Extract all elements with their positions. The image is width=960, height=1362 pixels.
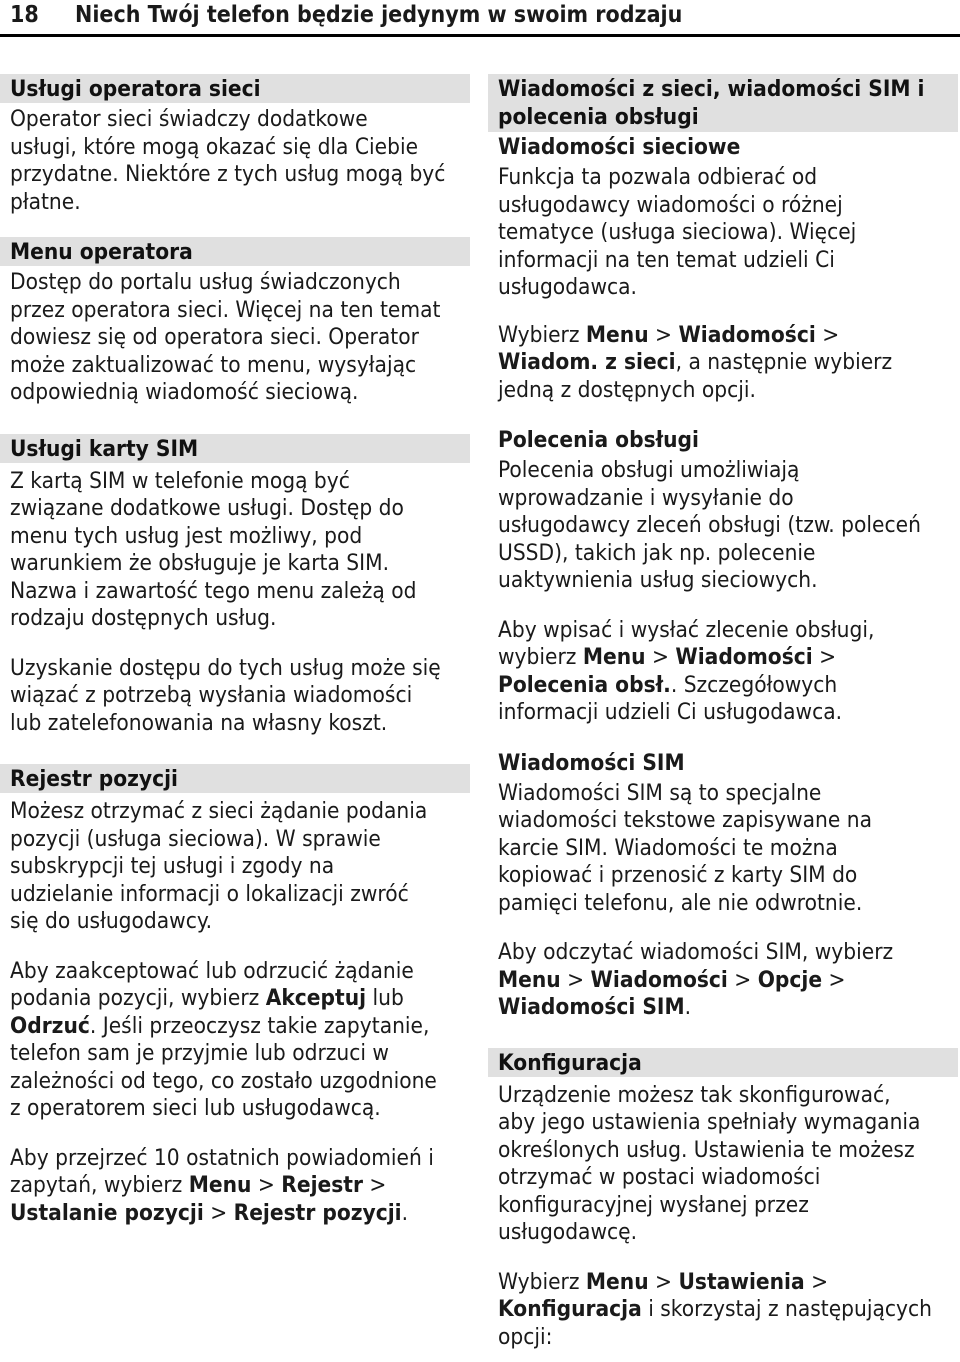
text-run: . — [684, 994, 692, 1020]
section-heading-operator-services: Usługi operatora sieci — [0, 74, 470, 103]
text-line: przydatne. Niektóre z tych usług mogą być — [10, 161, 446, 187]
text-run: . Szczegółowych — [670, 671, 838, 698]
text-line: wiązać z potrzebą wysłania wiadomości — [10, 682, 413, 708]
text-run: zapytań, wybierz — [10, 1172, 189, 1198]
text-line: usługi, które mogą okazać się dla Ciebie — [10, 133, 419, 160]
text-line: usługodawcy zleceń obsługi (tzw. poleceń — [498, 512, 921, 538]
text-line: Funkcja ta pozwala odbierać od — [498, 164, 818, 190]
text-line: Możesz otrzymać z sieci żądanie podania — [10, 798, 428, 824]
path-separator: > — [362, 1172, 387, 1198]
text-line: lub zatelefonowania na własny koszt. — [10, 709, 388, 736]
text-line: opcji: — [498, 1323, 553, 1350]
text-line: odpowiednią wiadomość sieciową. — [10, 379, 359, 405]
operator-services-paragraph — [0, 106, 470, 216]
path-separator: > — [645, 644, 676, 670]
menu-path-menu: Menu — [582, 644, 646, 670]
text-line: się do usługodawcy. — [10, 908, 213, 934]
text-line — [498, 1269, 958, 1297]
text-line: Operator sieci świadczy dodatkowe — [10, 106, 368, 132]
service-commands-path-paragraph — [488, 617, 958, 727]
right-column — [488, 74, 958, 1351]
text-run: lub — [366, 985, 404, 1011]
header-rule — [0, 34, 960, 37]
text-line — [10, 1172, 470, 1200]
operator-menu-paragraph — [0, 269, 470, 407]
text-line: subskrypcji tej usługi i zgody na — [10, 853, 335, 879]
text-line: jedną z dostępnych opcji. — [498, 376, 756, 403]
path-separator: > — [203, 1199, 234, 1226]
text-line: Urządzenie możesz tak skonfigurować, — [498, 1081, 891, 1108]
path-separator: > — [727, 966, 758, 993]
text-line — [498, 349, 958, 377]
configuration-paragraph — [488, 1082, 958, 1247]
menu-path-configuration: Konfiguracja — [498, 1296, 642, 1322]
section-heading-sim-services: Usługi karty SIM — [0, 434, 470, 463]
path-separator: > — [648, 1268, 679, 1295]
text-line: udzielanie informacji o lokalizacji zwróć — [10, 880, 409, 907]
text-run: Wybierz — [498, 321, 586, 348]
subheading-service-commands: Polecenia obsługi — [498, 427, 699, 453]
text-line: telefon sam je przyjmie lub odrzuci w — [10, 1040, 389, 1066]
text-line: pamięci telefonu, ale nie odwrotnie. — [498, 889, 863, 916]
text-line: karcie SIM. Wiadomości te można — [498, 834, 838, 861]
text-run: i skorzystaj z następujących — [641, 1296, 932, 1322]
text-line: Polecenia obsługi umożliwiają — [498, 457, 800, 483]
sim-services-paragraph — [0, 468, 470, 633]
text-line: kopiować i przenosić z karty SIM do — [498, 862, 858, 888]
text-line: może zaktualizować to menu, wysyłając — [10, 351, 417, 378]
section-heading-operator-menu: Menu operatora — [0, 237, 470, 266]
text-line — [498, 644, 958, 672]
network-messages-paragraph — [488, 164, 958, 302]
text-line: informacji na ten temat udzieli Ci — [498, 246, 835, 273]
text-run: wybierz — [498, 644, 583, 670]
text-line: pozycji (usługa sieciowa). W sprawie — [10, 825, 381, 852]
text-line — [10, 1013, 470, 1041]
text-line — [498, 967, 958, 995]
text-run: podania pozycji, wybierz — [10, 985, 266, 1011]
left-column — [0, 74, 470, 1227]
text-line: warunkiem że obsługuje je karta SIM. — [10, 550, 389, 576]
page-number: 18 — [10, 2, 39, 28]
text-line — [498, 994, 958, 1022]
menu-path-menu: Menu — [498, 966, 561, 993]
menu-path-positioning: Ustalanie pozycji — [10, 1199, 204, 1226]
location-log-paragraph — [0, 798, 470, 936]
path-separator: > — [822, 966, 846, 993]
service-commands-paragraph — [488, 457, 958, 595]
menu-path-menu: Menu — [585, 321, 649, 348]
text-line: aby jego ustawienia spełniały wymagania — [498, 1109, 921, 1135]
text-line: informacji udzieli Ci usługodawca. — [498, 699, 843, 725]
text-line: Aby odczytać wiadomości SIM, wybierz — [498, 939, 894, 965]
text-line: usługodawca. — [498, 274, 637, 300]
path-separator: > — [560, 966, 591, 993]
text-line: Uzyskanie dostępu do tych usług może się — [10, 654, 441, 681]
page-header — [0, 0, 960, 36]
subheading-sim-messages: Wiadomości SIM — [498, 749, 685, 776]
text-line: uaktywnienia usług sieciowych. — [498, 567, 818, 593]
text-line: dowiesz się od operatora sieci. Operator — [10, 324, 419, 350]
menu-path-sim-messages: Wiadomości SIM — [498, 994, 685, 1020]
sim-services-cost-paragraph — [0, 655, 470, 738]
text-line: Dostęp do portalu usług świadczonych — [10, 269, 401, 295]
location-history-paragraph — [0, 1145, 470, 1228]
configuration-path-paragraph — [488, 1269, 958, 1352]
text-line: określonych usług. Ustawienia te możesz — [498, 1136, 915, 1163]
text-line — [498, 322, 958, 350]
text-line: tematyce (usługa sieciowa). Więcej — [498, 219, 857, 245]
text-run: . — [401, 1199, 409, 1226]
text-line: Z kartą SIM w telefonie mogą być — [10, 467, 350, 494]
text-line: wprowadzanie i wysyłanie do — [498, 484, 794, 511]
subheading-network-messages: Wiadomości sieciowe — [498, 134, 741, 160]
text-line: wiadomości tekstowe zapisywane na — [498, 807, 873, 833]
path-separator: > — [812, 644, 837, 670]
path-separator: > — [648, 321, 679, 348]
text-line — [10, 985, 470, 1013]
heading-line: Wiadomości z sieci, wiadomości SIM i — [498, 76, 925, 102]
heading-line: polecenia obsługi — [498, 104, 699, 130]
text-line: menu tych usług jest możliwy, pod — [10, 522, 363, 549]
path-separator: > — [804, 1268, 829, 1295]
text-line — [498, 1296, 958, 1324]
text-line: z operatorem sieci lub usługodawcą. — [10, 1095, 381, 1121]
text-line: przez operatora sieci. Więcej na ten temat — [10, 296, 441, 323]
text-line: Wiadomości SIM są to specjalne — [498, 779, 822, 806]
text-line: usługodawcy wiadomości o różnej — [498, 191, 843, 218]
text-run: . Jeśli przeoczysz takie zapytanie, — [89, 1012, 430, 1039]
text-line: Aby zaakceptować lub odrzucić żądanie — [10, 957, 414, 984]
menu-path-service-commands: Polecenia obsł. — [498, 671, 671, 698]
text-line: Aby wpisać i wysłać zlecenie obsługi, — [498, 616, 875, 643]
text-line: rodzaju dostępnych usług. — [10, 605, 277, 631]
path-separator: > — [251, 1172, 282, 1198]
running-title: Niech Twój telefon będzie jedynym w swoim rodzaju — [75, 2, 683, 28]
menu-path-messages: Wiadomości — [675, 644, 813, 670]
menu-path-messages: Wiadomości — [590, 966, 728, 993]
text-run: , a następnie wybierz — [675, 349, 893, 375]
sim-messages-paragraph — [488, 780, 958, 918]
text-line: Nazwa i zawartość tego menu zależą od — [10, 577, 417, 604]
text-line: związane dodatkowe usługi. Dostęp do — [10, 495, 404, 521]
menu-option-accept: Akceptuj — [265, 985, 367, 1011]
menu-path-menu: Menu — [188, 1172, 252, 1198]
text-line — [498, 672, 958, 700]
menu-path-log: Rejestr — [281, 1172, 363, 1198]
menu-path-options: Opcje — [757, 966, 823, 993]
text-line — [10, 1200, 470, 1228]
menu-path-network-messages: Wiadom. z sieci — [498, 349, 676, 375]
menu-path-location-log: Rejestr pozycji — [233, 1199, 402, 1226]
location-accept-paragraph — [0, 958, 470, 1123]
text-line: otrzymać w postaci wiadomości — [498, 1164, 821, 1190]
text-line: zależności od tego, co zostało uzgodnione — [10, 1067, 437, 1094]
text-line: płatne. — [10, 188, 81, 215]
menu-option-reject: Odrzuć — [10, 1012, 90, 1039]
menu-path-menu: Menu — [585, 1268, 649, 1295]
menu-path-messages: Wiadomości — [678, 321, 816, 348]
menu-path-settings: Ustawienia — [678, 1268, 805, 1295]
section-heading-network-sim-messages — [488, 74, 958, 132]
text-line: usługodawcę. — [498, 1219, 638, 1245]
path-separator: > — [815, 321, 840, 348]
text-line: Aby przejrzeć 10 ostatnich powiadomień i — [10, 1144, 434, 1171]
text-run: Wybierz — [498, 1268, 586, 1295]
section-heading-configuration: Konfiguracja — [488, 1048, 958, 1077]
text-line: USSD), takich jak np. polecenie — [498, 539, 816, 566]
network-messages-path-paragraph — [488, 322, 958, 405]
text-line: konfiguracyjnej wysłanej przez — [498, 1191, 809, 1218]
section-heading-location-log: Rejestr pozycji — [0, 764, 470, 793]
sim-messages-path-paragraph — [488, 939, 958, 1022]
